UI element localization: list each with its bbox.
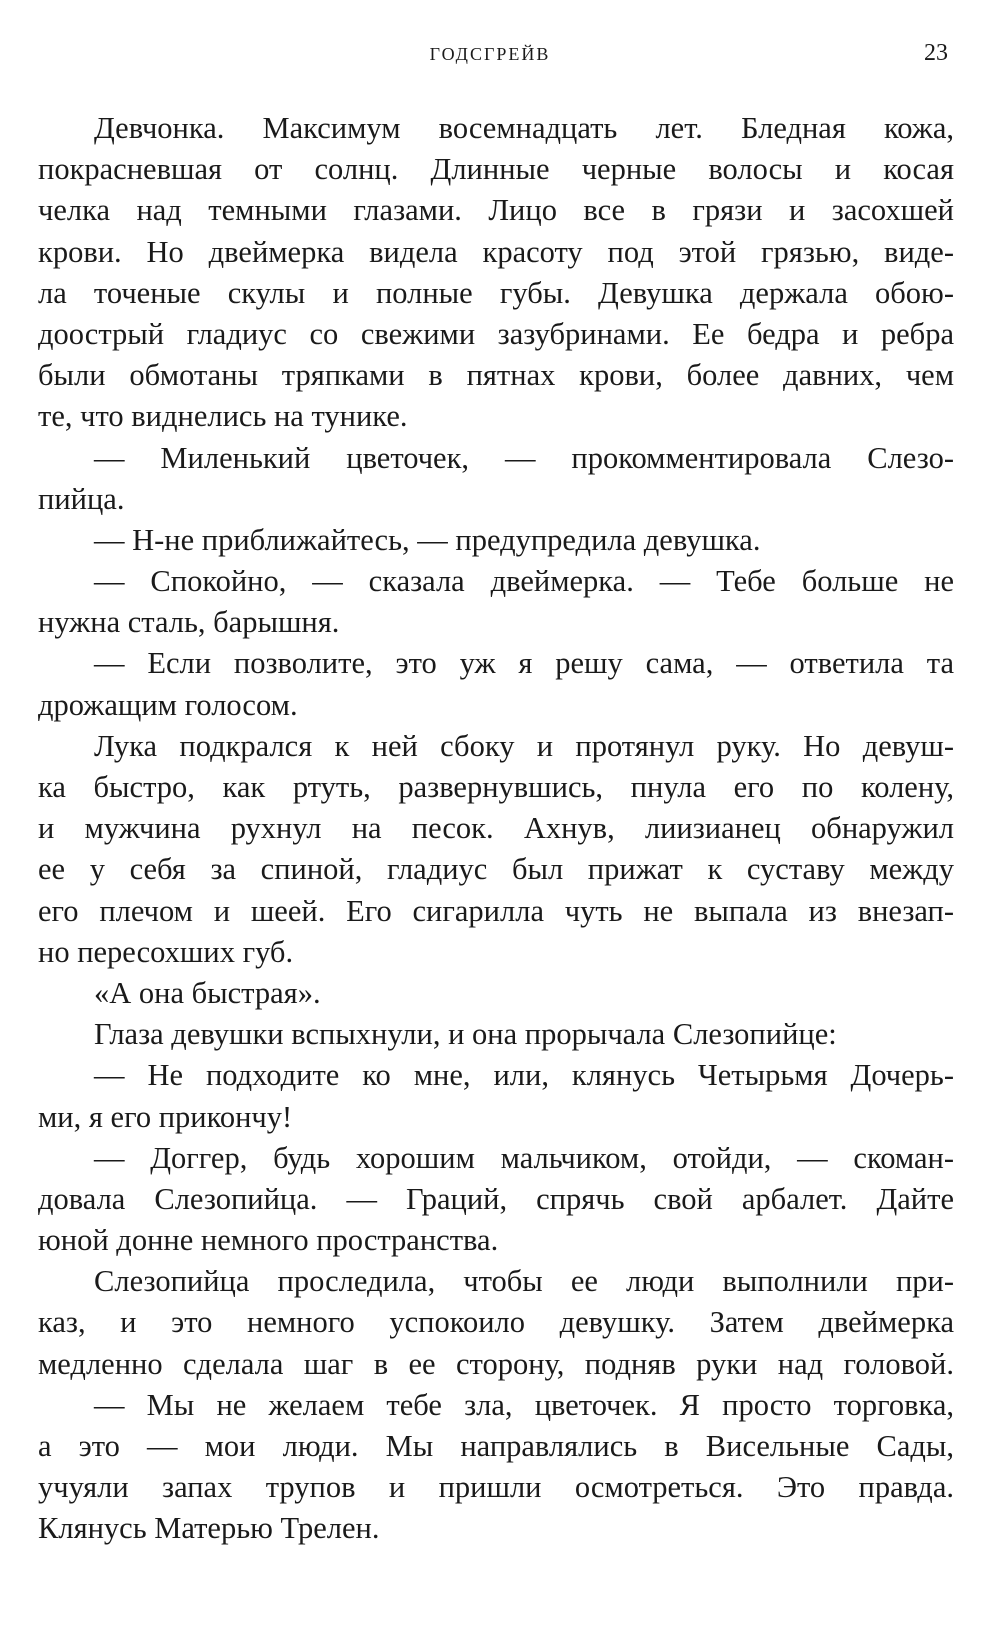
text-line: ее у себя за спиной, гладиус был прижат к суставу между: [38, 852, 954, 887]
text-line: Клянусь Матерью Трелен.: [38, 1511, 380, 1546]
text-line: — Мы не желаем тебе зла, цветочек. Я просто торговка,: [94, 1387, 954, 1422]
text-line: Слезопийца проследила, чтобы ее люди выполнили при-: [94, 1264, 954, 1299]
body-text: [38, 108, 954, 1550]
text-line: челка над темными глазами. Лицо все в грязи и засохшей: [38, 193, 954, 228]
text-line: дрожащим голосом.: [38, 687, 298, 722]
running-head: [0, 40, 1000, 72]
text-line: — Если позволите, это уж я решу сама, — ответила та: [94, 646, 954, 681]
text-line: те, что виднелись на тунике.: [38, 399, 408, 434]
text-line: пийца.: [38, 481, 125, 516]
text-line: юной донне немного пространства.: [38, 1223, 499, 1258]
text-line: но пересохших губ.: [38, 934, 294, 969]
text-line: ми, я его прикончу!: [38, 1099, 293, 1134]
text-line: покрасневшая от солнц. Длинные черные волосы и косая: [38, 152, 954, 187]
text-line: ла точеные скулы и полные губы. Девушка держала обою-: [38, 275, 954, 310]
text-line: были обмотаны тряпками в пятнах крови, более давних, чем: [38, 358, 954, 393]
text-line: ка быстро, как ртуть, развернувшись, пнула его по колену,: [38, 770, 954, 804]
text-line: довала Слезопийца. — Граций, спрячь свой арбалет. Дайте: [38, 1181, 954, 1216]
text-line: медленно сделала шаг в ее сторону, подняв руки над головой.: [38, 1346, 954, 1381]
text-line: Девчонка. Максимум восемнадцать лет. Бледная кожа,: [94, 111, 954, 145]
text-line: крови. Но двеймерка видела красоту под этой грязью, виде-: [38, 234, 954, 269]
text-line: его плечом и шеей. Его сигарилла чуть не выпала из внезап-: [38, 893, 954, 928]
text-line: — Спокойно, — сказала двеймерка. — Тебе больше не: [94, 564, 954, 599]
text-line: доострый гладиус со свежими зазубринами. Ее бедра и ребра: [38, 316, 954, 351]
text-line: а это — мои люди. Мы направлялись в Висельные Сады,: [38, 1429, 954, 1463]
text-line: — Миленький цветочек, — прокомментировала Слезо-: [94, 440, 954, 475]
text-line: учуяли запах трупов и пришли осмотреться. Это правда.: [38, 1470, 954, 1505]
text-line: нужна сталь, барышня.: [38, 605, 340, 640]
text-line: и мужчина рухнул на песок. Ахнув, лиизианец обнаружил: [38, 811, 954, 846]
page-number: 23: [924, 40, 948, 66]
text-line: Лука подкрался к ней сбоку и протянул руку. Но девуш-: [94, 728, 954, 763]
running-title: ГОДСГРЕЙВ: [429, 44, 551, 64]
text-line: — Не подходите ко мне, или, клянусь Четырьмя Дочерь-: [94, 1058, 954, 1093]
text-line: — Доггер, будь хорошим мальчиком, отойди, — скоман-: [94, 1140, 954, 1175]
text-line: «А она быстрая».: [94, 975, 321, 1010]
text-line: — Н-не приближайтесь, — предупредила девушка.: [94, 522, 761, 557]
text-line: Глаза девушки вспыхнули, и она прорычала Слезопийце:: [94, 1017, 837, 1052]
text-line: каз, и это немного успокоило девушку. Затем двеймерка: [38, 1305, 954, 1340]
